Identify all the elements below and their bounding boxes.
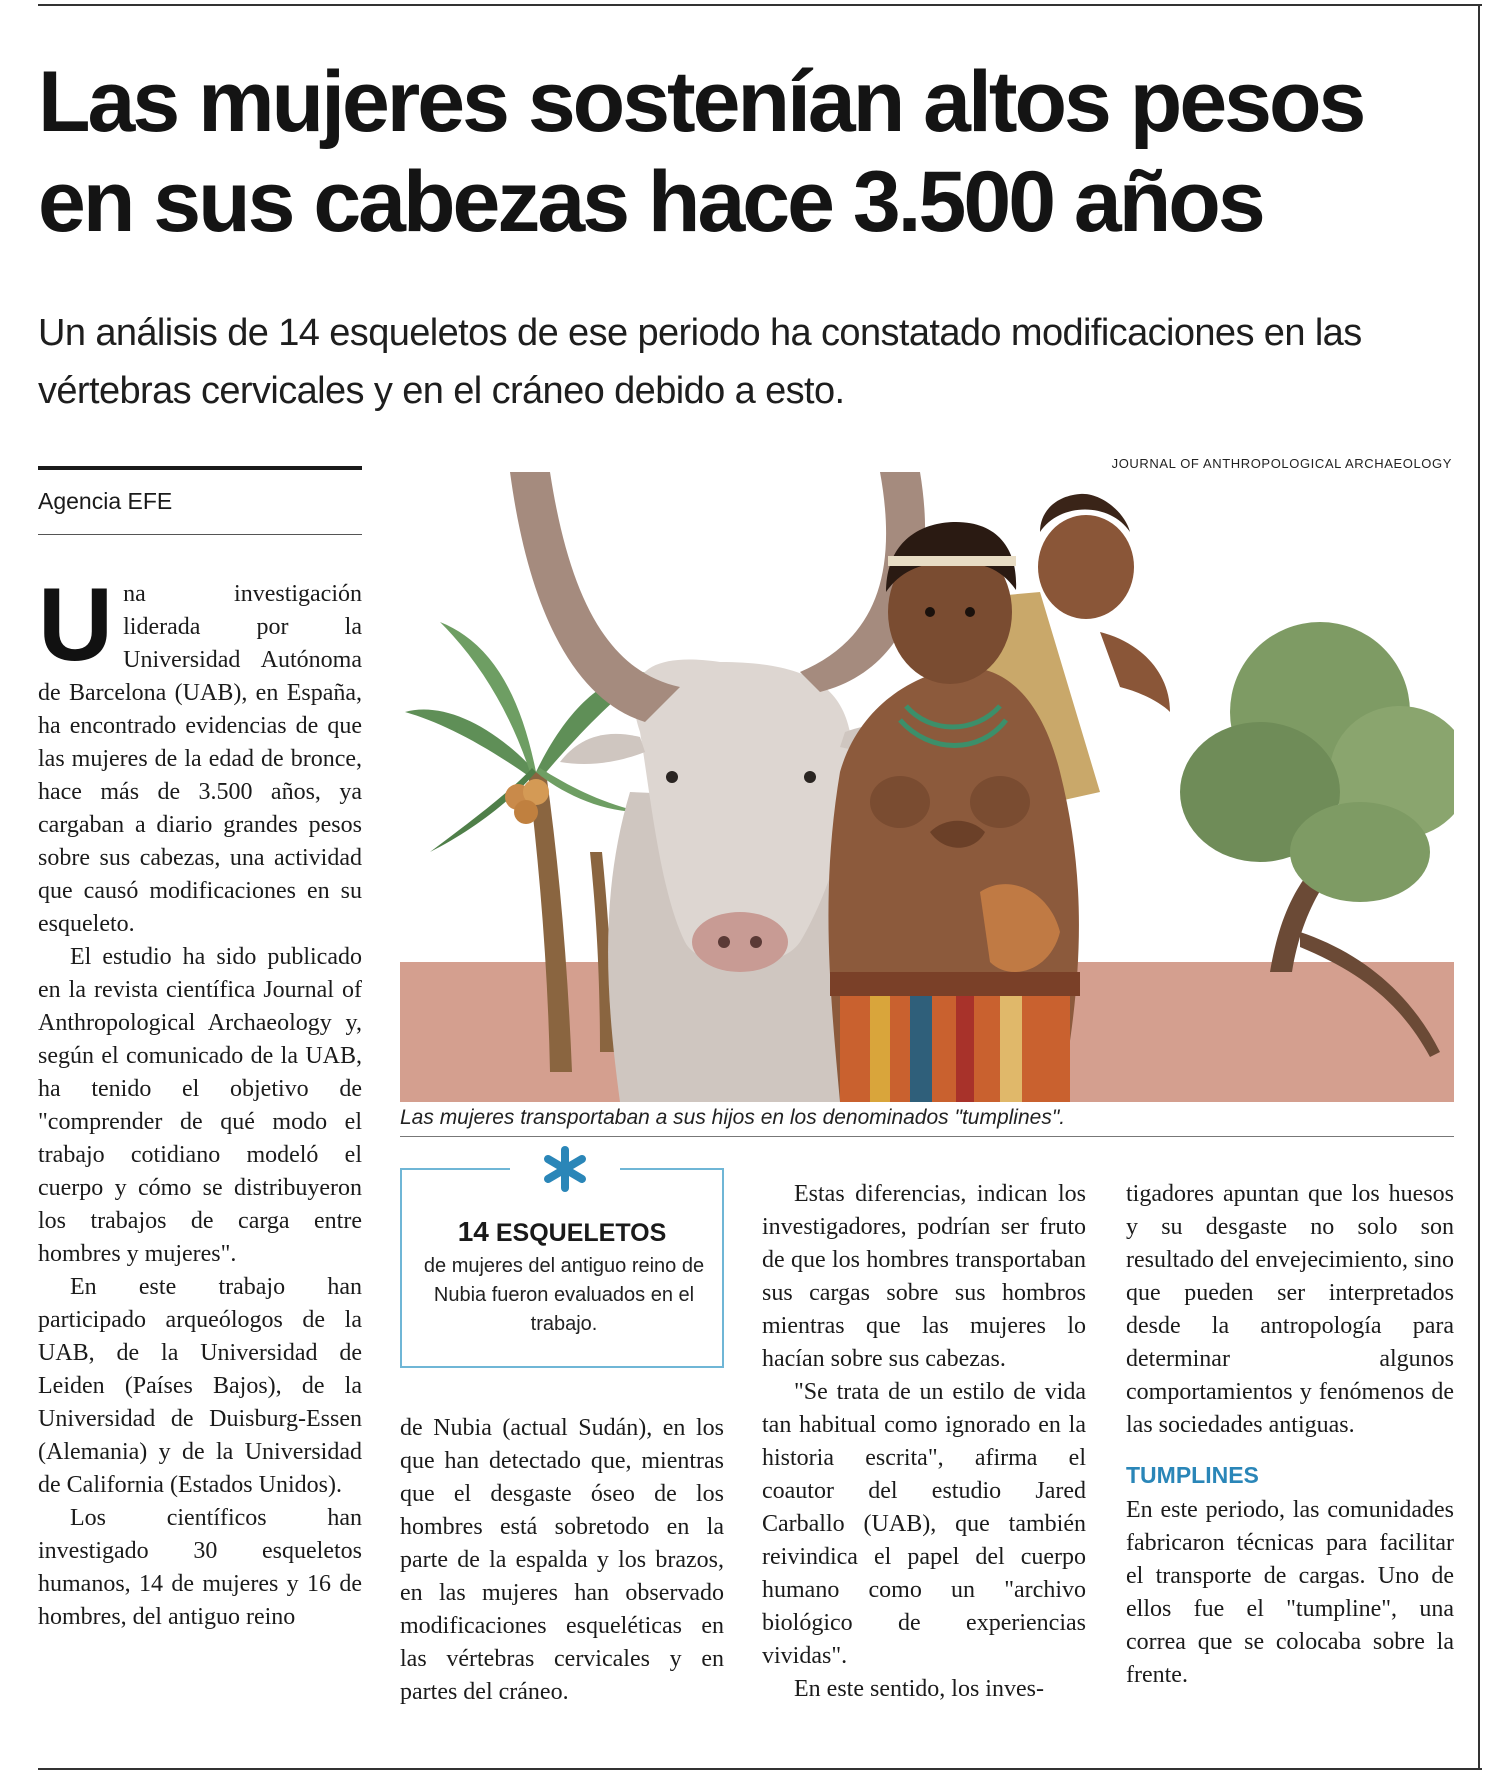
body-column-1 (38, 567, 362, 1634)
fact-box-title (402, 1216, 722, 1248)
caption-rule (400, 1136, 1454, 1137)
fact-number: 14 (457, 1216, 489, 1247)
body-column-4 (1126, 1178, 1454, 1692)
section-heading: TUMPLINES (1126, 1462, 1259, 1488)
fact-label: ESQUELETOS (495, 1219, 667, 1247)
image-caption: Las mujeres transportaban a sus hijos en los denominados "tumplines". (400, 1106, 1066, 1129)
byline: Agencia EFE (38, 488, 173, 514)
bottom-rule (38, 1768, 1482, 1770)
top-rule (38, 4, 1482, 6)
byline-rule-thin (38, 534, 362, 535)
paragraph: El estudio ha sido publicado en la revista científica Journal of Anthropological Archaeology y, según el comunicado de la UAB, ha tenido el objetivo de "comprender de qué modo el trabajo cotidiano modeló el cuerpo y cómo se distribuyeron los trabajos de carga entre hombres y mujeres". (38, 944, 362, 1267)
paragraph: Estas diferencias, indican los investigadores, podrían ser fruto de que los hombres transportaban sus cargas sobre sus hombros mientras que las mujeres lo hacían sobre sus cabezas. (762, 1181, 1086, 1372)
subheadline: Un análisis de 14 esqueletos de ese periodo ha constatado modificaciones en las vértebras cervicales y en el cráneo debido a esto. (38, 312, 1362, 412)
paragraph: En este trabajo han participado arqueólogos de la UAB, de la Universidad de Leiden (Países Bajos), de la Universidad de Duisburg-Essen (Alemania) y de la Universidad de California (Estados Unidos). (38, 1274, 362, 1498)
right-rule (1478, 4, 1480, 1770)
paragraph: Los científicos han investigado 30 esqueletos humanos, 14 de mujeres y 16 de hombres, del antiguo reino (38, 1505, 362, 1630)
illustration (400, 472, 1454, 1102)
fact-box (400, 1168, 724, 1368)
asterisk-icon (540, 1144, 590, 1194)
headline: Las mujeres sostenían altos pesos en sus cabezas hace 3.500 años (38, 54, 1364, 250)
paragraph: de Nubia (actual Sudán), en los que han detectado que, mientras que el desgaste óseo de los hombres está sobretodo en la parte de la espalda y los brazos, en las mujeres han observado modificaciones esqueléticas en las vértebras cervicales y en partes del cráneo. (400, 1415, 724, 1705)
paragraph: En este sentido, los inves- (794, 1676, 1044, 1702)
paragraph: tigadores apuntan que los huesos y su desgaste no solo son resultado del envejecimiento, sino que pueden ser interpretados desde la antropología para determinar algunos comportamientos y fenómenos de las sociedades antiguas. (1126, 1181, 1454, 1438)
body-column-3 (762, 1178, 1086, 1706)
illustration-svg (400, 472, 1454, 1102)
paragraph: "Se trata de un estilo de vida tan habitual como ignorado en la historia escrita", afirma el coautor del estudio Jared Carballo (UAB), que también reivindica el papel del cuerpo humano como un "archivo biológico de experiencias vividas". (762, 1379, 1086, 1669)
fact-box-text: de mujeres del antiguo reino de Nubia fueron evaluados en el trabajo. (423, 1255, 705, 1335)
drop-cap: U (38, 567, 114, 683)
paragraph: En este periodo, las comunidades fabricaron técnicas para facilitar el transporte de cargas. Uno de ellos fue el "tumpline", una correa que se colocaba sobre la frente. (1126, 1497, 1454, 1688)
paragraph (38, 567, 362, 941)
body-column-2 (400, 1412, 724, 1709)
byline-rule (38, 466, 362, 470)
paragraph-text: na investigación liderada por la Universidad Autónoma de Barcelona (UAB), en España, ha encontrado evidencias de que las mujeres de la edad de bronce, hace más de 3.500 años, ya cargaban a diario grandes pesos sobre sus cabezas, una actividad que causó modificaciones en su esqueleto. (38, 581, 362, 937)
image-credit: JOURNAL OF ANTHROPOLOGICAL ARCHAEOLOGY (1111, 456, 1452, 471)
